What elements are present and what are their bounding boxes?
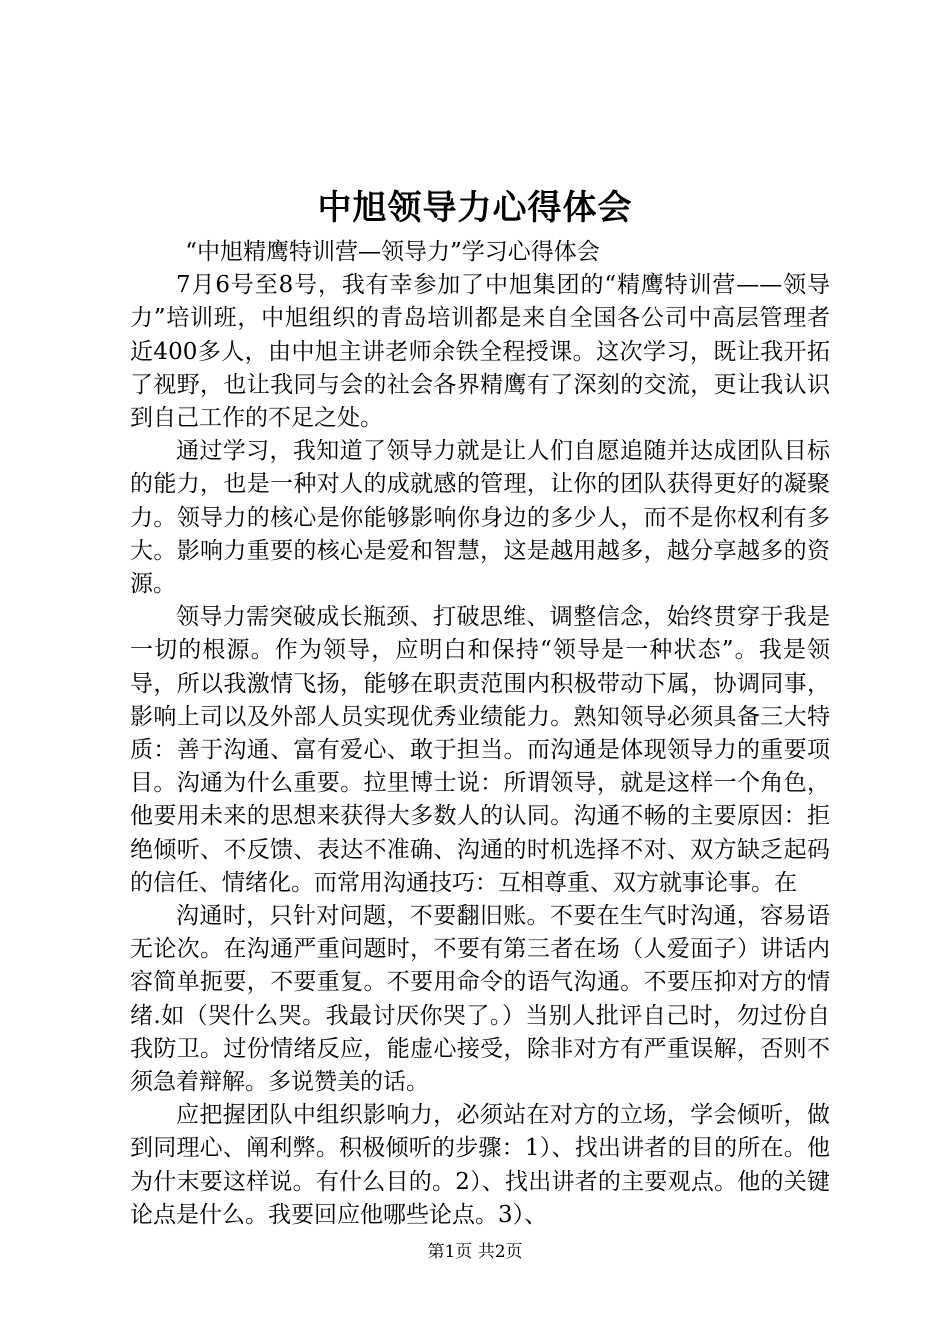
paragraph-1: 7月6号至8号，我有幸参加了中旭集团的“精鹰特训营——领导力”培训班，中旭组织的青岛培训都是来自全国各公司中高层管理者近400多人，由中旭主讲老师余铁全程授课。这次学习，既让我开拓了视野，也让我同与会的社会各界精鹰有了深刻的交流，更让我认识到自己工作的不足之处。 [130, 272, 830, 432]
paragraph-3: 领导力需突破成长瓶颈、打破思维、调整信念，始终贯穿于我是一切的根源。作为领导，应明白和保持“领导是一种状态”。我是领导，所以我激情飞扬，能够在职责范围内积极带动下属，协调同事，影响上司以及外部人员实现优秀业绩能力。熟知领导必须具备三大特质：善于沟通、富有爱心、敢于担当。而沟通是体现领导力的重要项目。沟通为什么重要。拉里博士说：所谓领导，就是这样一个角色，他要用未来的思想来获得大多数人的认同。沟通不畅的主要原因：拒绝倾听、不反馈、表达不准确、沟通的时机选择不对、双方缺乏起码的信任、情绪化。而常用沟通技巧：互相尊重、双方就事论事。在 [130, 604, 830, 896]
paragraph-4: 沟通时，只针对问题，不要翻旧账。不要在生气时沟通，容易语无论次。在沟通严重问题时，不要有第三者在场（人爱面子）讲话内容简单扼要，不要重复。不要用命令的语气沟通。不要压抑对方的情绪.如（哭什么哭。我最讨厌你哭了。）当别人批评自己时，勿过份自我防卫。过份情绪反应，能虚心接受，除非对方有严重误解，否则不须急着辩解。多说赞美的话。 [130, 903, 830, 1096]
paragraph-5: 应把握团队中组织影响力，必须站在对方的立场，学会倾听，做到同理心、阐利弊。积极倾听的步骤：1）、找出讲者的目的所在。他为什末要这样说。有什么目的。2）、找出讲者的主要观点。他的关键论点是什么。我要回应他哪些论点。3）、 [130, 1102, 830, 1228]
paragraph-2: 通过学习，我知道了领导力就是让人们自愿追随并达成团队目标的能力，也是一种对人的成就感的管理，让你的团队获得更好的凝聚力。领导力的核心是你能够影响你身边的多少人，而不是你权利有多大。影响力重要的核心是爱和智慧，这是越用越多，越分享越多的资源。 [130, 438, 830, 598]
document-title: 中旭领导力心得体会 [317, 188, 633, 228]
document-subtitle: “中旭精鹰特训营—领导力”学习心得体会 [185, 239, 600, 265]
page-number-footer: 第1页 共2页 [427, 1242, 523, 1262]
document-body [130, 236, 830, 1232]
